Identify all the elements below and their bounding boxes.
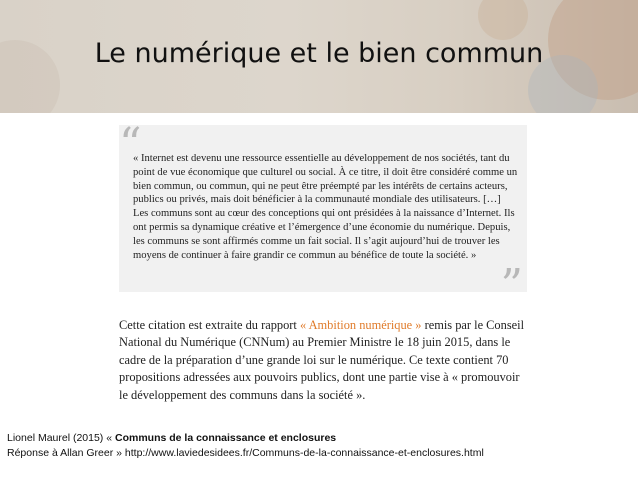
close-quote-icon: ” <box>500 260 523 311</box>
quote-box <box>119 119 527 311</box>
quote-text: « Internet est devenu une ressource essentielle au développement de nos sociétés, tant du point de vue économique que culturel ou social. À ce titre, il doit être considéré comme un bien commun, ou commun, qui ne peut être préempté par les intérêts de certains acteurs, publics ou privés, mais doit bénéficier à la communauté mondiale des utilisateurs. […] Les communs sont au cœur des conceptions qui ont présidées à la naissance d’Internet. Ils ont permis sa dynamique créative et l’émergence d’une économie du numérique. Depuis, les communs se sont affirmés comme un fait social. Il s’agit aujourd’hui de trouver les moyens de continuer à faire grandir ce commun au bénéfice de toute la société. » <box>133 153 518 261</box>
source-author: Lionel Maurel (2015) « <box>7 432 115 444</box>
title-band <box>0 0 638 113</box>
report-title-link[interactable]: « Ambition numérique » <box>299 318 422 332</box>
open-quote-icon: “ <box>119 119 142 170</box>
citation-text-end: remis par le Conseil National du Numérique (CNNum) au Premier Ministre le 18 juin 2015, dans le cadre de la préparation d’une grande loi sur le numérique. Ce texte contient 70 propositions adressées aux pouvoirs publics, dont une partie vise à « promouvoir le développement des communs dans la société ». <box>119 318 525 402</box>
source-line-2[interactable]: Réponse à Allan Greer » http://www.laviedesidees.fr/Communs-de-la-connaissance-et-enclosures.html <box>7 447 484 459</box>
citation-text-start: Cette citation est extraite du rapport <box>119 318 300 332</box>
citation-paragraph <box>119 317 531 404</box>
decorative-circle <box>478 0 528 40</box>
source-title: Communs de la connaissance et enclosures <box>114 432 337 444</box>
source-reference <box>7 431 631 461</box>
source-line-1 <box>7 431 631 446</box>
slide-title: Le numérique et le bien commun <box>94 38 544 69</box>
